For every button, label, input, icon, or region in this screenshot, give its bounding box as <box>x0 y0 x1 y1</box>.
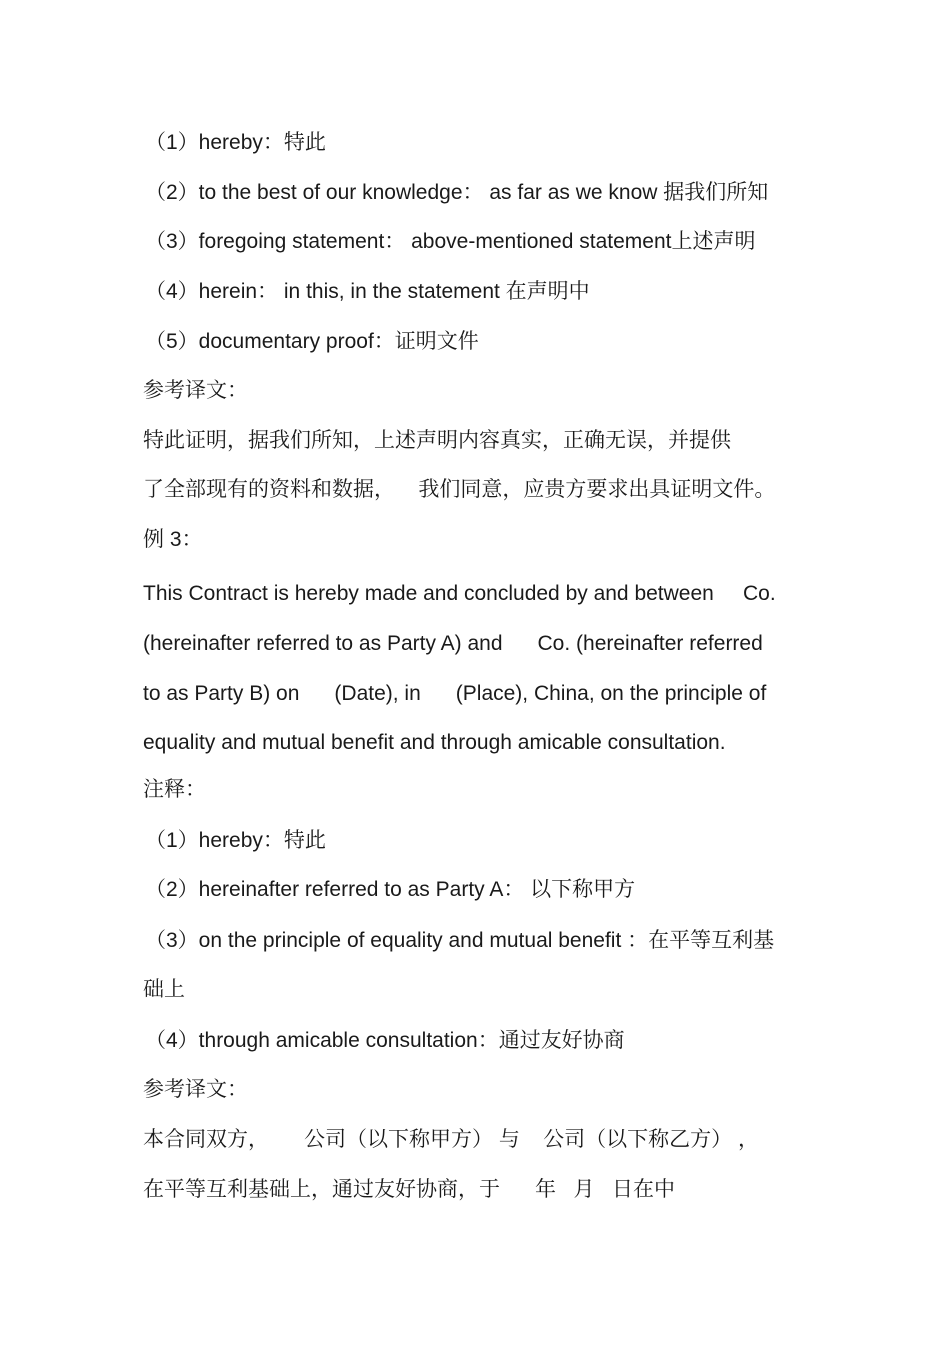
note-item-3-continued: 础上 <box>143 978 185 1001</box>
translation-heading: 参考译文： <box>143 1078 248 1101</box>
notes-heading: 注释： <box>143 778 206 801</box>
note-item-3: （3）foregoing statement： above-mentioned statement上述声明 <box>145 230 756 253</box>
translation-line: 在平等互利基础上，通过友好协商，于 年 月 日在中 <box>143 1178 676 1201</box>
note-item-4: （4）through amicable consultation：通过友好协商 <box>145 1029 625 1052</box>
note-item-1: （1）hereby：特此 <box>145 829 326 852</box>
translation-heading: 参考译文： <box>143 379 248 402</box>
note-item-1: （1）hereby：特此 <box>145 131 326 154</box>
translation-line: 本合同双方， 公司（以下称甲方） 与 公司（以下称乙方） ， <box>143 1128 760 1151</box>
contract-english-line: (hereinafter referred to as Party A) and Co. (hereinafter referred <box>143 632 763 655</box>
translation-line: 特此证明，据我们所知，上述声明内容真实，正确无误，并提供 <box>143 429 731 452</box>
note-item-5: （5）documentary proof：证明文件 <box>145 330 479 353</box>
translation-line: 了全部现有的资料和数据， 我们同意，应贵方要求出具证明文件。 <box>143 478 776 501</box>
note-item-3: （3）on the principle of equality and mutual benefit ：在平等互利基 <box>145 929 775 952</box>
note-item-4: （4）herein： in this, in the statement 在声明中 <box>145 280 590 303</box>
contract-english-line: equality and mutual benefit and through amicable consultation. <box>143 731 726 754</box>
note-item-2: （2）hereinafter referred to as Party A： 以下称甲方 <box>145 878 636 901</box>
example-heading: 例 3： <box>143 528 203 551</box>
contract-english-line: to as Party B) on (Date), in (Place), China, on the principle of <box>143 682 767 705</box>
note-item-2: （2）to the best of our knowledge： as far as we know 据我们所知 <box>145 181 769 204</box>
contract-english-line: This Contract is hereby made and concluded by and between Co. <box>143 582 776 605</box>
